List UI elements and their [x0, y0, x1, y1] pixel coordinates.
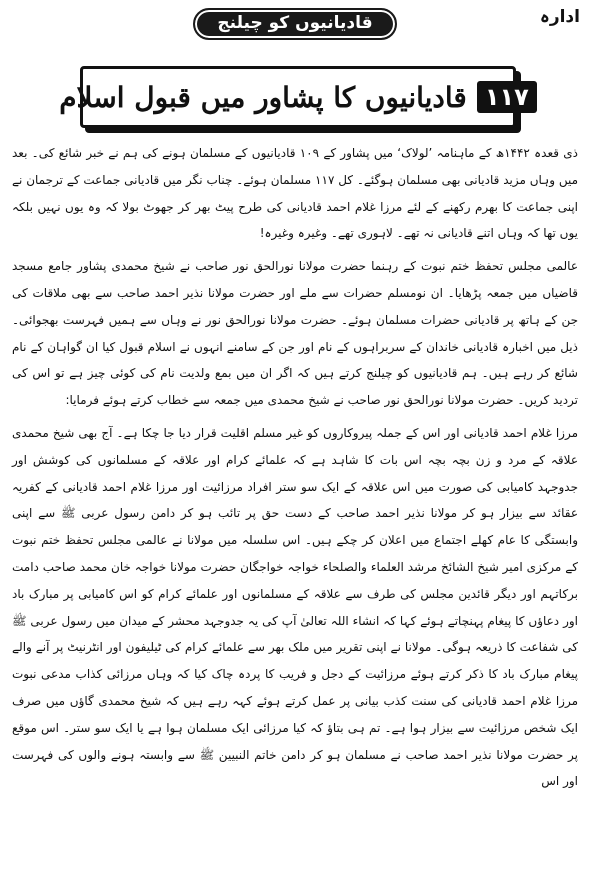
- kicker-banner: قادیانیوں کو چیلنج: [193, 8, 396, 40]
- article-body: [12, 140, 578, 801]
- paragraph-intro: ذی قعدہ ۱۴۴۲ھ کے ماہنامہ ’لولاک‘ میں پشاور کے ۱۰۹ قادیانیوں کے مسلمان ہونے کی ہم نے خبر شائع کی۔ بعد میں وہاں مزید قادیانی بھی مسلمان ہوگئے۔ کل ۱۱۷ مسلمان ہوئے۔ چناب نگر میں قادیانی جماعت کے ترجمان نے اپنی جماعت کا بھرم رکھنے کے لئے مرزا غلام احمد قادیانی کی طرح پیٹ بھر کر جھوٹ بولا کہ وہ یوں نہیں بلکہ یوں تھا کہ وہاں اتنے قادیانی نہ تھے۔ لاہوری تھے۔ وغیرہ وغیرہ!: [12, 146, 579, 241]
- kicker-wrapper: [0, 8, 590, 40]
- paragraph-speech: مرزا غلام احمد قادیانی اور اس کے جملہ پیروکاروں کو غیر مسلم اقلیت قرار دیا جا چکا ہے۔ آج بھی شیخ محمدی علاقہ کے مرد و زن بچہ بچہ اس بات کا شاہد ہے کہ علمائے کرام اور علاقہ کے مسلمانوں کی کوشش اور جدوجہد کامیابی کی صورت میں اس علاقہ کے ایک سو ستر افراد مرزائیت اور مرزا غلام احمد قادیانی کے کفریہ عقائد سے بیزار ہو کر مولانا نذیر احمد صاحب کے دست حق پر تائب ہو کر دامن رسول عربی ﷺ سے اپنی وابستگی کا عام کھلے اجتماع میں اعلان کر چکے ہیں۔ اس سلسلہ میں مولانا نے عالمی مجلس تحفظ ختم نبوت کے مرکزی امیر شیخ الشائخ مرشد العلماء والصلحاء خواجہ خواجگان حضرت مولانا خواجہ خان محمد صاحب دامت برکاتہم اور دیگر قائدین مجلس کی طرف سے علاقہ کے مسلمانوں اور علمائے کرام کو اس کامیابی پر مبارک باد اور دعاؤں کا پیغام پہنچاتے ہوئے کہا کہ انشاء اللہ تعالیٰ آپ کی یہ جدوجہد محشر کے میدان میں رسول عربی ﷺ کی شفاعت کا ذریعہ ہوگی۔ مولانا نے اپنی تقریر میں ملک بھر سے علمائے کرام کی ٹیلیفون اور انٹرنیٹ پر آنے والے پیغام مبارک باد کا ذکر کرتے ہوئے مرزائیت کے دجل و فریب کا پردہ چاک کیا کہ وہاں مرزائی کذاب مدعی نبوت مرزا غلام احمد قادیانی کی سنت کذب بیانی پر عمل کرتے ہوئے کہہ رہے ہیں کہ شیخ محمدی گاؤں میں صرف ایک شخص مرزائیت سے بیزار ہوا ہے۔ تم ہی بتاؤ کہ کیا مرزائی ایک مسلمان ہوا ہے یا ایک سو ستر۔ اس موقع پر حضرت مولانا نذیر احمد صاحب نے مسلمان ہو کر دامن خاتم النبیین ﷺ سے وابستہ ہونے والوں کی فہرست اور اس: [12, 425, 578, 789]
- section-tag: ادارہ: [539, 7, 580, 27]
- paragraph-statement: عالمی مجلس تحفظ ختم نبوت کے رہنما حضرت مولانا نورالحق نور صاحب نے شیخ محمدی پشاور جامع مسجد قاضیاں میں جمعہ پڑھایا۔ ان نومسلم حضرات سے ملے اور حضرت مولانا نذیر احمد صاحب سے بھی ملاقات کی جن کے ہاتھ پر قادیانی حضرات مسلمان ہوئے۔ حضرت مولانا نورالحق نور نے وہاں سے ہمیں فہرست بھجوائی۔ ذیل میں اخبارہ قادیانی خاندان کے سربراہوں کے نام اور جن کے سامنے انہوں نے اسلام قبول کیا ان گواہان کے نام شائع کر رہے ہیں۔ ہم قادیانیوں کو چیلنج کرتے ہیں کہ اگر ان میں بمع ولدیت نام کی کوئی چیز ہے تو اس کی تردید کریں۔ حضرت مولانا نورالحق نور صاحب نے شیخ محمدی میں جمعہ سے خطاب کرتے ہوئے فرمایا:: [12, 259, 578, 408]
- headline-title: قادیانیوں کا پشاور میں قبول اسلام: [59, 80, 467, 114]
- headline-box: [59, 66, 529, 128]
- headline-number: ۱۱۷: [477, 81, 537, 113]
